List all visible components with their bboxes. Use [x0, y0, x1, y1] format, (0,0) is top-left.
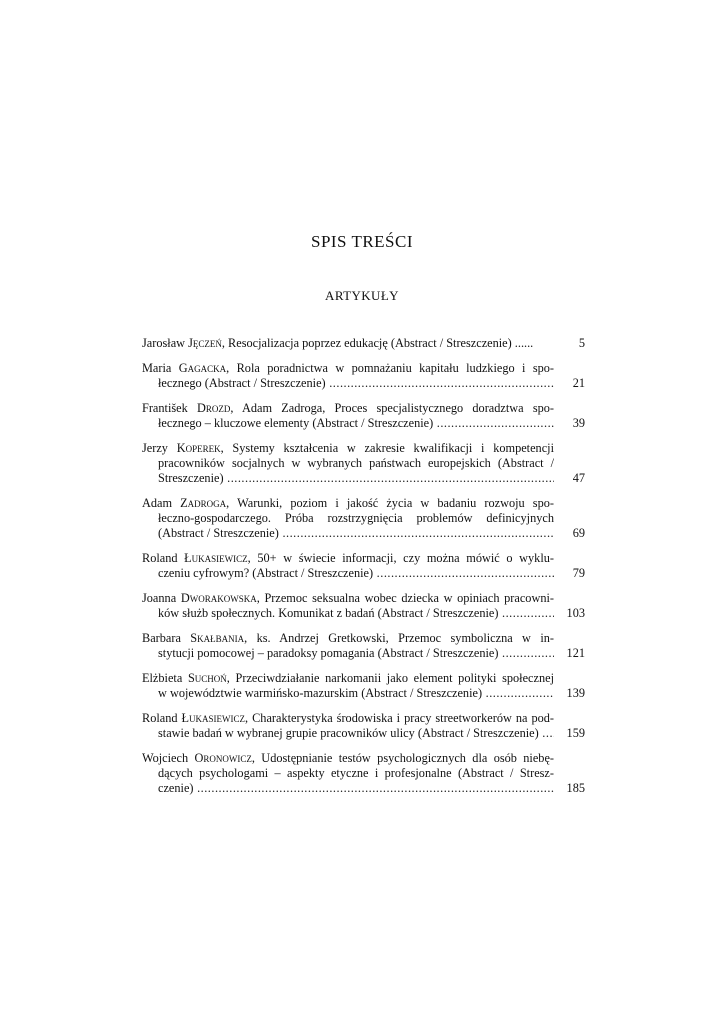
entry-last-line: czenie) .....: [142, 781, 554, 796]
section-heading: ARTYKUŁY: [325, 288, 399, 303]
author-first-name: Jarosław: [142, 336, 189, 350]
toc-entry[interactable]: [142, 711, 585, 741]
page-number: 5: [578, 336, 585, 350]
author-surname: Dworakowska: [180, 591, 257, 605]
entry-line: Roland Łukasiewicz, Charakterystyka środowiska i pracy streetworkerów na pod-: [142, 711, 554, 725]
author-first-name: Wojciech: [142, 751, 195, 765]
entry-line: Elżbieta Suchoń, Przeciwdziałanie narkomanii jako element polityki społecznej: [142, 671, 554, 685]
author-surname: Jęczeń: [188, 336, 222, 350]
entry-last-line: ków służb społecznych. Komunikat z badań (Abstract / Streszczenie) .....: [142, 606, 554, 621]
entry-line: Adam Zadroga, Warunki, poziom i jakość życia w badaniu rozwoju spo-: [142, 496, 554, 510]
author-first-name: Joanna: [142, 591, 181, 605]
entry-last-line: (Abstract / Streszczenie) .....: [142, 526, 554, 541]
author-surname: Suchoń: [187, 671, 227, 685]
toc-entry[interactable]: [142, 751, 585, 796]
page-number: 47: [572, 471, 585, 485]
entry-last-line: stawie badań w wybranej grupie pracowników ulicy (Abstract / Streszczenie) .....: [142, 726, 554, 741]
toc-entry[interactable]: [142, 631, 585, 661]
entry-line: pracowników socjalnych w wybranych państwach europejskich (Abstract /: [158, 456, 554, 470]
entry-last-line: łecznego (Abstract / Streszczenie) .....: [142, 376, 554, 391]
toc-entry[interactable]: [142, 361, 585, 391]
page-number: 39: [572, 416, 585, 430]
author-surname: Drozd: [196, 401, 231, 415]
page-number: 139: [566, 686, 585, 700]
entry-last-line: Jarosław Jęczeń, Resocjalizacja poprzez edukację (Abstract / Streszczenie) ......: [142, 336, 534, 350]
author-first-name: Barbara: [142, 631, 191, 645]
entry-last-line: stytucji pomocowej – paradoksy pomagania (Abstract / Streszczenie) .....: [142, 646, 554, 661]
entry-line: Roland Łukasiewicz, 50+ w świecie informacji, czy można mówić o wyklu-: [142, 551, 554, 565]
page-number: 69: [572, 526, 585, 540]
entry-line: Joanna Dworakowska, Przemoc seksualna wobec dziecka w opiniach pracowni-: [142, 591, 554, 605]
toc-entry[interactable]: [142, 401, 585, 431]
author-first-name: Roland: [142, 551, 185, 565]
author-surname: Koperek: [176, 441, 221, 455]
author-first-name: Elżbieta: [142, 671, 188, 685]
toc-entry[interactable]: [142, 671, 585, 701]
page-number: 185: [566, 781, 585, 795]
page-number: 121: [566, 646, 585, 660]
author-first-name: Maria: [142, 361, 179, 375]
author-first-name: Adam: [142, 496, 181, 510]
toc-entry[interactable]: [142, 336, 585, 351]
entry-last-line: łecznego – kluczowe elementy (Abstract / Streszczenie) .....: [142, 416, 554, 431]
entry-last-line: Streszczenie) .....: [142, 471, 554, 486]
page-number: 103: [566, 606, 585, 620]
entry-line: Maria Gagacka, Rola poradnictwa w pomnażaniu kapitału ludzkiego i spo-: [142, 361, 554, 375]
page-number: 79: [572, 566, 585, 580]
page-title: SPIS TREŚCI: [310, 232, 414, 251]
entry-last-line: czeniu cyfrowym? (Abstract / Streszczenie) .....: [142, 566, 554, 581]
author-surname: Gagacka: [178, 361, 227, 375]
entry-line: Jerzy Koperek, Systemy kształcenia w zakresie kwalifikacji i kompetencji: [142, 441, 554, 455]
author-surname: Skałbania: [190, 631, 245, 645]
author-first-name: František: [142, 401, 197, 415]
toc-entry[interactable]: [142, 441, 585, 486]
entry-line: dących psychologami – aspekty etyczne i profesjonalne (Abstract / Stresz-: [158, 766, 554, 780]
author-first-name: Roland: [142, 711, 182, 725]
author-surname: Oronowicz: [194, 751, 252, 765]
table-of-contents: [142, 336, 585, 806]
entry-last-line: w województwie warmińsko-mazurskim (Abstract / Streszczenie) .....: [142, 686, 554, 701]
page-number: 159: [566, 726, 585, 740]
entry-line: František Drozd, Adam Zadroga, Proces specjalistycznego doradztwa spo-: [142, 401, 554, 415]
entry-line: Barbara Skałbania, ks. Andrzej Gretkowski, Przemoc symboliczna w in-: [142, 631, 554, 645]
toc-entry[interactable]: [142, 591, 585, 621]
toc-entry[interactable]: [142, 496, 585, 541]
page-number: 21: [572, 376, 585, 390]
toc-entry[interactable]: [142, 551, 585, 581]
author-surname: Łukasiewicz: [184, 551, 248, 565]
entry-line: Wojciech Oronowicz, Udostępnianie testów psychologicznych dla osób niebę-: [142, 751, 555, 765]
author-surname: Łukasiewicz: [181, 711, 246, 725]
author-surname: Zadroga: [180, 496, 227, 510]
author-first-name: Jerzy: [142, 441, 177, 455]
entry-line: łeczno-gospodarczego. Próba rozstrzygnięcia problemów definicyjnych: [158, 511, 554, 525]
